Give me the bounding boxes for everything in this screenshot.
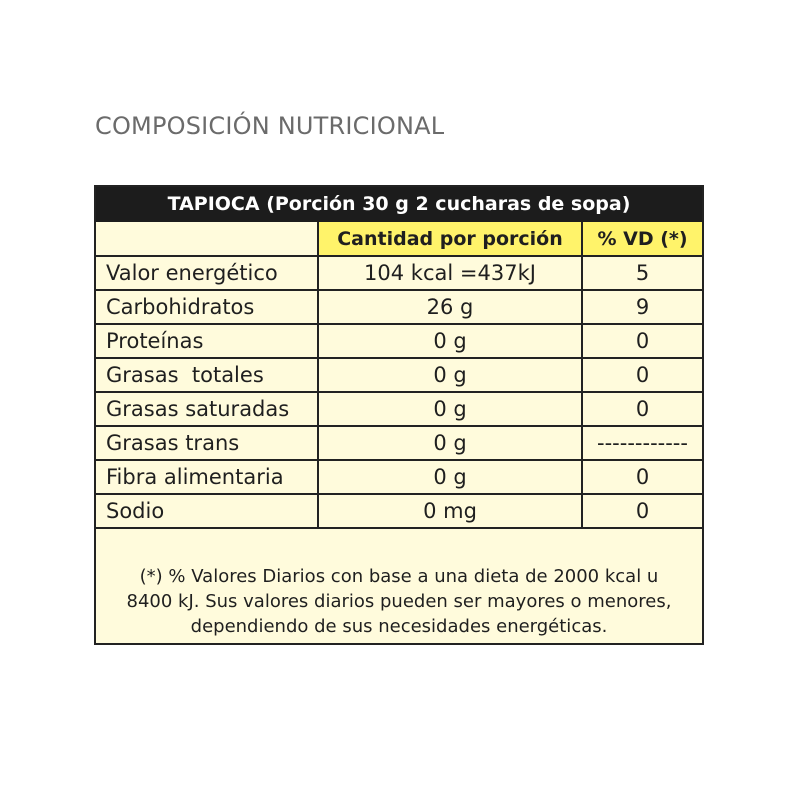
nutrient-name: Grasas totales bbox=[96, 358, 318, 392]
nutrient-amount: 26 g bbox=[318, 290, 582, 324]
daily-value-footnote bbox=[96, 564, 702, 639]
nutrient-daily-value: 0 bbox=[582, 358, 702, 392]
page-heading: COMPOSICIÓN NUTRICIONAL bbox=[95, 112, 445, 140]
product-title-bar: TAPIOCA (Porción 30 g 2 cucharas de sopa) bbox=[96, 187, 702, 222]
footnote-line: dependiendo de sus necesidades energéticas. bbox=[190, 616, 608, 637]
footnote-line: (*) % Valores Diarios con base a una dieta de 2000 kcal u bbox=[139, 566, 659, 587]
nutrient-amount: 0 g bbox=[318, 392, 582, 426]
nutrient-amount: 0 g bbox=[318, 324, 582, 358]
nutrient-amount: 0 g bbox=[318, 426, 582, 460]
nutrient-daily-value: ------------ bbox=[582, 426, 702, 460]
table-row bbox=[96, 426, 702, 460]
table-row bbox=[96, 460, 702, 494]
table-row bbox=[96, 392, 702, 426]
nutrition-facts-panel bbox=[94, 185, 704, 645]
nutrient-name: Proteínas bbox=[96, 324, 318, 358]
table-row bbox=[96, 324, 702, 358]
nutrient-daily-value: 0 bbox=[582, 460, 702, 494]
table-header-row bbox=[96, 222, 702, 256]
table-row bbox=[96, 358, 702, 392]
nutrient-amount: 0 mg bbox=[318, 494, 582, 528]
table-row bbox=[96, 290, 702, 324]
footnote-line: 8400 kJ. Sus valores diarios pueden ser mayores o menores, bbox=[126, 591, 672, 612]
header-blank-cell bbox=[96, 222, 318, 256]
nutrient-name: Valor energético bbox=[96, 256, 318, 290]
table-row bbox=[96, 256, 702, 290]
nutrient-amount: 0 g bbox=[318, 358, 582, 392]
nutrient-name: Sodio bbox=[96, 494, 318, 528]
table-row bbox=[96, 494, 702, 528]
nutrient-name: Carbohidratos bbox=[96, 290, 318, 324]
nutrient-daily-value: 0 bbox=[582, 324, 702, 358]
nutrient-amount: 0 g bbox=[318, 460, 582, 494]
nutrient-name: Fibra alimentaria bbox=[96, 460, 318, 494]
nutrient-daily-value: 5 bbox=[582, 256, 702, 290]
nutrient-daily-value: 0 bbox=[582, 392, 702, 426]
nutrient-name: Grasas trans bbox=[96, 426, 318, 460]
nutrient-daily-value: 0 bbox=[582, 494, 702, 528]
nutrient-amount: 104 kcal =437kJ bbox=[318, 256, 582, 290]
column-header-amount: Cantidad por porción bbox=[318, 222, 582, 256]
nutrient-daily-value: 9 bbox=[582, 290, 702, 324]
column-header-daily-value: % VD (*) bbox=[582, 222, 702, 256]
nutrient-name: Grasas saturadas bbox=[96, 392, 318, 426]
nutrition-table bbox=[96, 222, 702, 529]
